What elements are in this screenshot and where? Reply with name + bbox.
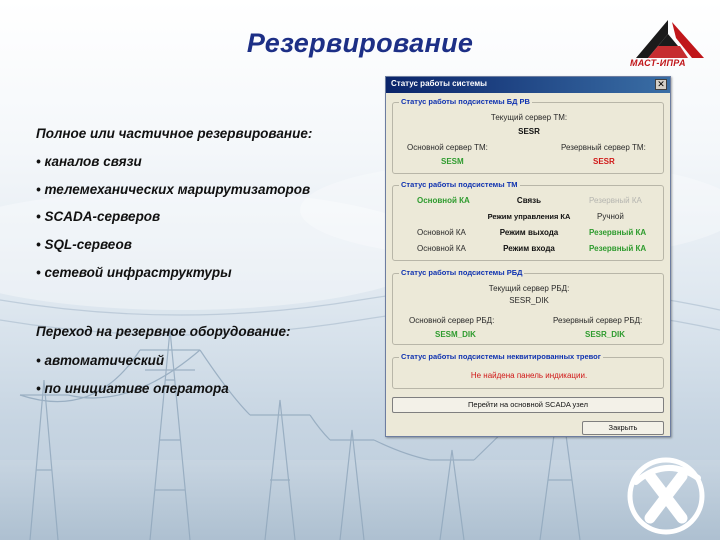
tm-row4-col3: Резервный КА (589, 244, 647, 253)
current-server-label: Текущий сервер ТМ: (490, 113, 568, 122)
dialog-title-bar (386, 77, 670, 93)
rbd-reserve-value: SESR_DIK (585, 330, 626, 339)
group-title: Статус работы подсистемы ТМ (401, 180, 518, 189)
bullet-item: • по инициативе оператора (36, 381, 229, 396)
current-server-value: SESR (518, 127, 540, 136)
rbd-reserve-label: Резервный сервер РБД: (553, 316, 643, 325)
logo-text: МАСТ-ИПРА (630, 58, 686, 68)
rbd-main-value: SESM_DIK (435, 330, 476, 339)
group-alarms (392, 352, 664, 389)
reserve-server-value: SESR (593, 157, 615, 166)
main-server-label: Основной сервер ТМ: (407, 143, 488, 152)
tm-row4-col1: Основной КА (417, 244, 466, 253)
rbd-main-label: Основной сервер РБД: (409, 316, 495, 325)
group-title: Статус работы подсистемы РБД (401, 268, 523, 277)
bullet-item: • сетевой инфраструктуры (36, 265, 232, 280)
bullet-item: • SQL-сервеов (36, 237, 132, 252)
heading-redundancy: Полное или частичное резервирование: (36, 126, 313, 141)
alarm-message: Не найдена панель индикации. (470, 371, 588, 380)
tm-row3-col3: Резервный КА (589, 228, 647, 237)
heading-failover: Переход на резервное оборудование: (36, 324, 291, 339)
slide-title: Резервирование (246, 28, 474, 58)
bullet-item: • телемеханических маршрутизаторов (36, 182, 311, 197)
rbd-current-label: Текущий сервер РБД: (488, 284, 570, 293)
switch-to-main-scada-button[interactable]: Перейти на основной SCADA узел (392, 397, 664, 413)
tm-row2-col2: Режим управления КА (487, 212, 571, 221)
rbd-current-value: SESR_DIK (509, 296, 549, 305)
tm-row4-col2: Режим входа (503, 244, 555, 253)
group-title: Статус работы подсистемы неквитированных тревог (401, 352, 601, 361)
tm-row1-col3: Резервный КА (589, 196, 642, 205)
bullet-item: • каналов связи (36, 154, 142, 169)
close-button[interactable]: Закрыть (582, 421, 664, 435)
bullet-item: • автоматический (36, 353, 165, 368)
tm-row2-col3: Ручной (597, 212, 624, 221)
group-db-rv (392, 97, 664, 174)
dialog-title: Статус работы системы (391, 79, 487, 88)
system-status-dialog (385, 76, 671, 437)
main-server-value: SESM (441, 157, 464, 166)
group-title: Статус работы подсистемы БД РВ (401, 97, 530, 106)
reserve-server-label: Резервный сервер ТМ: (561, 143, 646, 152)
close-icon[interactable]: ✕ (655, 79, 667, 90)
tm-row3-col2: Режим выхода (499, 228, 559, 237)
tm-row3-col1: Основной КА (417, 228, 466, 237)
tm-row1-col2: Связь (516, 196, 542, 205)
tm-row1-col1: Основной КА (417, 196, 470, 205)
bullet-item: • SCADA-серверов (36, 209, 161, 224)
x-logo-icon (618, 452, 714, 536)
group-tm (392, 180, 664, 261)
group-rbd (392, 268, 664, 345)
